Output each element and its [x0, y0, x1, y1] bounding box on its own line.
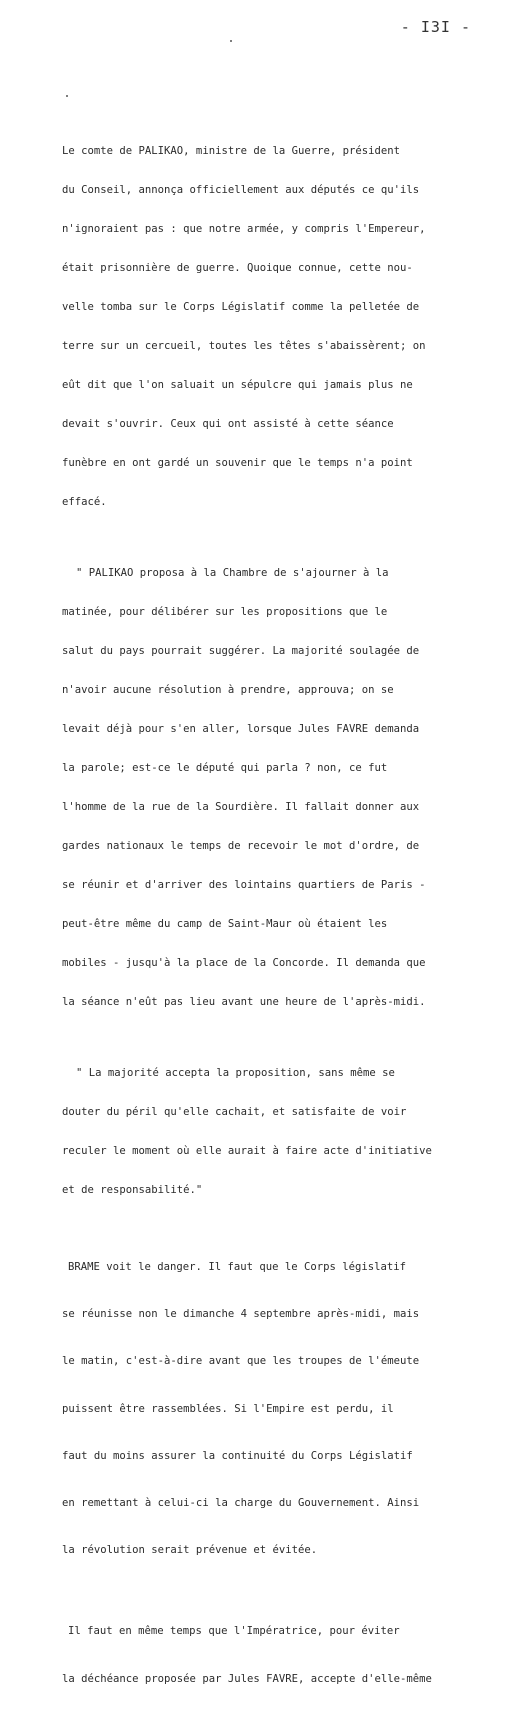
text-line: BRAME voit le danger. Il faut que le Corps législatif [68, 1261, 407, 1273]
text-line: la parole; est-ce le député qui parla ? non, ce fut [62, 762, 388, 774]
text-line: la déchéance proposée par Jules FAVRE, accepte d'elle-même [62, 1672, 432, 1685]
text-line: Il faut en même temps que l'Impératrice, pour éviter [68, 1625, 400, 1638]
paragraph-palikao-announcement [62, 120, 487, 534]
text-line: était prisonnière de guerre. Quoique connue, cette nou- [62, 262, 413, 274]
text-line: " La majorité accepta la proposition, sans même se [76, 1067, 395, 1079]
text-line: le matin, c'est-à-dire avant que les troupes de l'émeute [62, 1355, 420, 1368]
text-line: salut du pays pourrait suggérer. La majorité soulagée de [62, 645, 420, 657]
text-line: funèbre en ont gardé un souvenir que le temps n'a point [62, 457, 413, 469]
text-line: n'avoir aucune résolution à prendre, approuva; on se [62, 684, 394, 696]
paragraph-quote-palikao-proposal [62, 542, 487, 1034]
text-line: mobiles - jusqu'à la place de la Concorde. Il demanda que [62, 957, 426, 969]
text-line: l'homme de la rue de la Sourdière. Il fallait donner aux [62, 801, 420, 813]
text-line: la révolution serait prévenue et évitée. [62, 1544, 318, 1557]
page-number: - I3I - [400, 18, 471, 36]
text-line: peut-être même du camp de Saint-Maur où étaient les [62, 918, 388, 930]
paragraph-gap [62, 1222, 487, 1232]
text-line: se réunisse non le dimanche 4 septembre après-midi, mais [62, 1308, 420, 1321]
text-line: velle tomba sur le Corps Législatif comme la pelletée de [62, 301, 420, 313]
text-line: la séance n'eût pas lieu avant une heure de l'après-midi. [62, 996, 426, 1008]
text-line: du Conseil, annonça officiellement aux députés ce qu'ils [62, 184, 420, 196]
text-line: douter du péril qu'elle cachait, et satisfaite de voir [62, 1106, 407, 1118]
text-line: " PALIKAO proposa à la Chambre de s'ajourner à la [76, 567, 389, 579]
text-line: puissent être rassemblées. Si l'Empire est perdu, il [62, 1402, 394, 1415]
paragraph-quote-majority-accepts [62, 1042, 487, 1222]
paragraph-imperatrice [62, 1596, 487, 1714]
paragraph-gap [62, 1034, 487, 1042]
text-line: terre sur un cercueil, toutes les têtes s'abaissèrent; on [62, 340, 426, 352]
text-line: se réunir et d'arriver des lointains quartiers de Paris - [62, 879, 426, 891]
text-line: Le comte de PALIKAO, ministre de la Guerre, président [62, 145, 401, 157]
paragraph-brame-danger [62, 1232, 487, 1586]
text-line: gardes nationaux le temps de recevoir le mot d'ordre, de [62, 840, 420, 852]
text-line: matinée, pour délibérer sur les propositions que le [62, 606, 388, 618]
speck-mark [230, 40, 232, 42]
text-line: n'ignoraient pas : que notre armée, y compris l'Empereur, [62, 223, 426, 235]
paragraph-gap [62, 1586, 487, 1596]
text-line: eût dit que l'on saluait un sépulcre qui jamais plus ne [62, 379, 413, 391]
document-body [62, 120, 487, 1715]
text-line: faut du moins assurer la continuité du Corps Législatif [62, 1449, 413, 1462]
text-line: devait s'ouvrir. Ceux qui ont assisté à cette séance [62, 418, 394, 430]
text-line: levait déjà pour s'en aller, lorsque Jules FAVRE demanda [62, 723, 420, 735]
paragraph-gap [62, 534, 487, 542]
text-line: en remettant à celui-ci la charge du Gouvernement. Ainsi [62, 1496, 420, 1509]
text-line: reculer le moment où elle aurait à faire acte d'initiative [62, 1145, 432, 1157]
speck-mark [66, 95, 68, 97]
text-line: effacé. [62, 496, 107, 508]
text-line: et de responsabilité." [62, 1184, 203, 1196]
